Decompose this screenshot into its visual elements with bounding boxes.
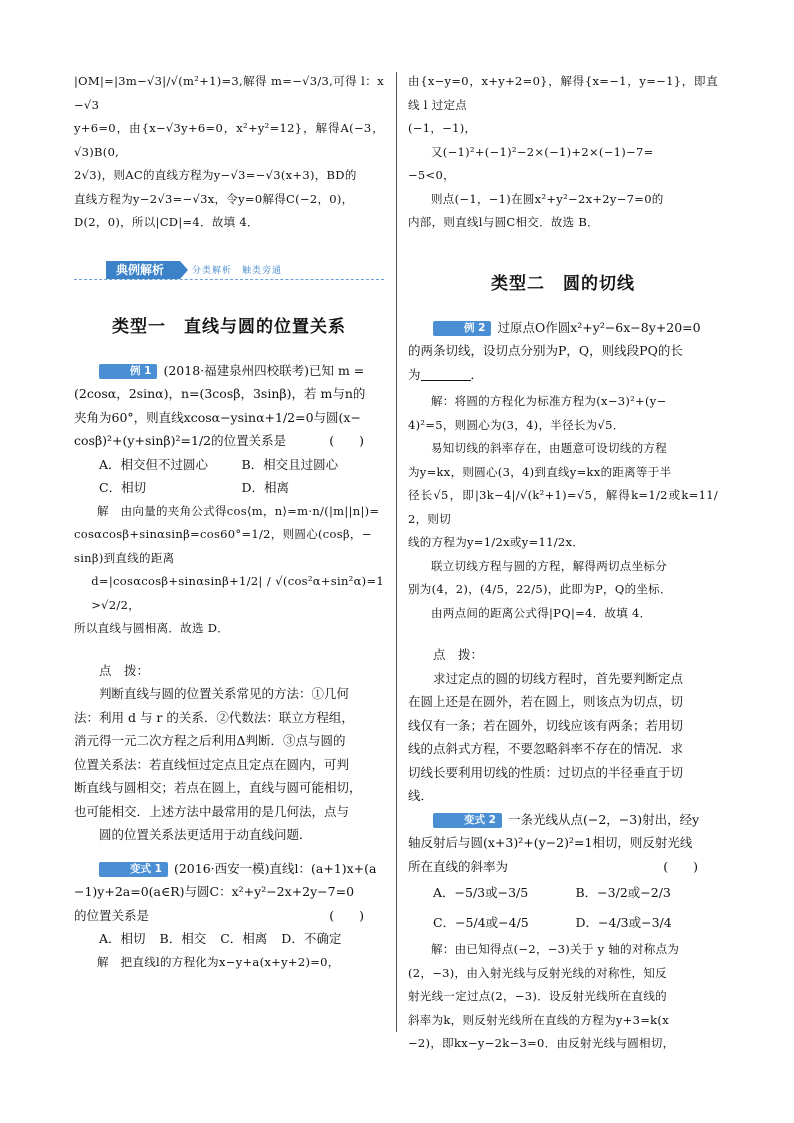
example-1-solution [74,500,384,641]
text-line: sinβ)到直线的距离 [74,550,175,565]
text-line: |OM|=|3m−√3|/√(m²+1)=3,解得 m=−√3/3,可得 l：x−√3 [74,74,384,112]
example-2 [408,316,718,626]
option-c: C．相切 [99,480,147,495]
option-b: B．相交 [159,931,207,946]
text-line: 斜率为k，则反射光线所在直线的方程为y+3=k(x [408,1012,669,1027]
text-line: 切线长要利用切线的性质：过切点的半径垂直于切 [408,764,684,780]
answer-paren: ( ) [663,858,698,874]
text-line: 圆的位置关系法更适用于动直线问题． [99,827,312,842]
example-1 [74,359,384,641]
text-line: 解 由向量的夹角公式得cos⟨m，n⟩=m·n/(|m||n|)= [97,503,380,518]
banner-subtitle: 分类解析 触类旁通 [192,265,283,276]
options [74,453,384,500]
left-column [74,70,384,974]
example-badge: 例 2 [433,321,491,336]
variant-2 [408,808,718,1056]
text-line: 解：将圆的方程化为标准方程为(x−3)²+(y− [431,394,667,408]
text-line: 别为(4，2)，(4/5，22/5)，此即为P，Q的坐标． [408,582,672,596]
text-line: −2)，即kx−y−2k−3=0．由反射光线与圆相切， [408,1036,675,1050]
text-line: 联立切线方程与圆的方程，解得两切点坐标分 [431,558,667,573]
text-line: 为 ． [408,366,484,382]
text-line: D(2，0)，所以|CD|=4．故填 4． [74,215,259,229]
example-badge: 例 1 [99,364,157,379]
text-line: 为y=kx，则圆心(3，4)到直线y=kx的距离等于半 [408,464,672,479]
text-line: (2cosα，2sinα)，n=(3cosβ，3sinβ)，若 m与n的 [74,386,366,401]
text-line: 由{x−y=0，x+y+2=0}，解得{x=−1，y=−1}，即直线 l 过定点 [408,74,718,112]
text-line: 消元得一元二次方程之后利用Δ判断．③点与圆的 [74,733,346,748]
text-line: cosβ)²+(y+sinβ)²=1/2的位置关系是 ( ) [74,429,384,453]
tip-1 [74,659,384,847]
variant-badge: 变式 2 [433,813,502,828]
answer-paren: ( ) [329,907,364,923]
options [74,927,384,951]
section-banner [74,261,384,280]
text-line: 线的点斜式方程，不要忽略斜率不存在的情况．求 [408,741,684,756]
text-line: (2，−3)，由入射光线与反射光线的对称性，知反 [408,965,667,980]
text-line: (−1，−1)， [408,121,477,135]
text-line: 线的方程为y=1/2x或y=11/2x． [408,535,585,549]
text-line: 解：由已知得点(−2，−3)关于 y 轴的对称点为 [431,942,680,956]
text-line: 所在直线的斜率为 ( ) [408,855,718,879]
section-title-2: 类型二 圆的切线 [491,273,635,294]
text-line: cosαcosβ+sinαsinβ=cos60°=1/2，则圆心(cosβ，− [74,527,372,541]
text-line: 4)²=5，则圆心为(3，4)，半径长为√5． [408,417,625,432]
text-line: 则点(−1，−1)在圆x²+y²−2x+2y−7=0的 [431,191,664,206]
variant-2-solution [408,938,718,1056]
option-a: A．−5/3或−3/5 [433,885,529,900]
text-line: 又(−1)²+(−1)²−2×(−1)+2×(−1)−7= [431,144,654,159]
text-line: 轴反射后与圆(x+3)²+(y−2)²=1相切，则反射光线 [408,835,693,850]
tip-2 [408,643,718,808]
option-c: C．−5/4或−4/5 [433,915,529,930]
option-d: D．相离 [241,480,290,495]
right-column [408,70,718,1056]
variant-badge: 变式 1 [99,862,168,877]
text-line: 在圆上还是在圆外，若在圆上，则该点为切点，切 [408,694,684,709]
text-line: 内部，则直线l与圆C相交．故选 B． [408,215,599,229]
answer-blank [421,366,471,381]
example-2-solution [408,390,718,625]
text-line: y+6=0，由{x−√3y+6=0，x²+y²=12}，解得A(−3，√3)B(0, [74,121,384,159]
option-a: A．相切 [99,931,146,946]
text-line: 由两点间的距离公式得|PQ|=4．故填 4． [431,605,652,620]
options [408,878,718,938]
text-line: 2√3)，则AC的直线方程为y−√3=−√3(x+3)，BD的 [74,168,357,182]
intro-solution [74,70,384,235]
text-line: 径长√5，即|3k−4|/√(k²+1)=√5，解得k=1/2或k=11/2，则切 [408,488,718,526]
text-line: 易知切线的斜率存在，由题意可设切线的方程 [431,441,667,455]
text-line: 判断直线与圆的位置关系常见的方法：①几何 [99,686,350,701]
text-line: 的两条切线，设切点分别为P，Q，则线段PQ的长 [408,343,683,358]
text-line: 位置关系法：若直线恒过定点且定点在圆内，可判 [74,756,350,772]
text-line: 线． [408,788,434,803]
text-line: 也可能相交．上述方法中最常用的是几何法，点与 [74,803,350,819]
section-title-1: 类型一 直线与圆的位置关系 [112,316,346,337]
text-line: −1)y+2a=0(a∈R)与圆C：x²+y²−2x+2y−7=0 [74,884,355,899]
text-line: 法：利用 d 与 r 的关系．②代数法：联立方程组， [74,709,354,725]
text-line: 所以直线与圆相离．故选 D． [74,621,230,635]
text-line: 例 2 过原点O作圆x²+y²−6x−8y+20=0 [408,316,718,340]
text-line: 射光线一定过点(2，−3)．设反射光线所在直线的 [408,989,667,1003]
text-line: d=|cosαcosβ+sinαsinβ+1/2| / √(cos²α+sin²α)=1>√2/2， [91,574,384,612]
text-line: 直线方程为y−2√3=−√3x，令y=0解得C(−2，0)， [74,191,354,206]
option-a: A．相交但不过圆心 [99,456,209,472]
text-line: 夹角为60°，则直线xcosα−ysinα+1/2=0与圆(x− [74,409,361,425]
banner-tag: 典例解析 [106,261,180,279]
tip-heading: 点 拨： [99,662,150,678]
column-divider [396,72,397,1032]
text-line: 解 把直线l的方程化为x−y+a(x+y+2)=0， [97,954,340,969]
variant-1 [74,857,384,975]
variant-1-solution-cont [408,70,718,235]
text-line: 的位置关系是 ( ) [74,904,384,928]
option-c: C．相离 [220,931,268,946]
text-line: 变式 2 一条光线从点(−2，−3)射出，经y [408,808,718,832]
text-line: 断直线与圆相交；若点在圆上，直线与圆可能相切， [74,780,362,795]
answer-paren: ( ) [329,433,364,448]
text-line: 变式 1 (2016·西安一模)直线l：(a+1)x+(a [74,857,384,881]
text-line: 例 1 (2018·福建泉州四校联考)已知 m = [74,359,384,383]
tip-heading: 点 拨： [433,647,484,662]
option-d: D．不确定 [281,931,342,946]
text-line: −5<0， [408,168,455,182]
option-b: B．−3/2或−2/3 [575,885,671,900]
text-line: 线仅有一条；若在圆外，切线应该有两条；若用切 [408,717,684,733]
option-b: B．相交且过圆心 [241,456,339,472]
text-line: 求过定点的圆的切线方程时，首先要判断定点 [433,670,684,686]
option-d: D．−4/3或−3/4 [575,915,672,930]
